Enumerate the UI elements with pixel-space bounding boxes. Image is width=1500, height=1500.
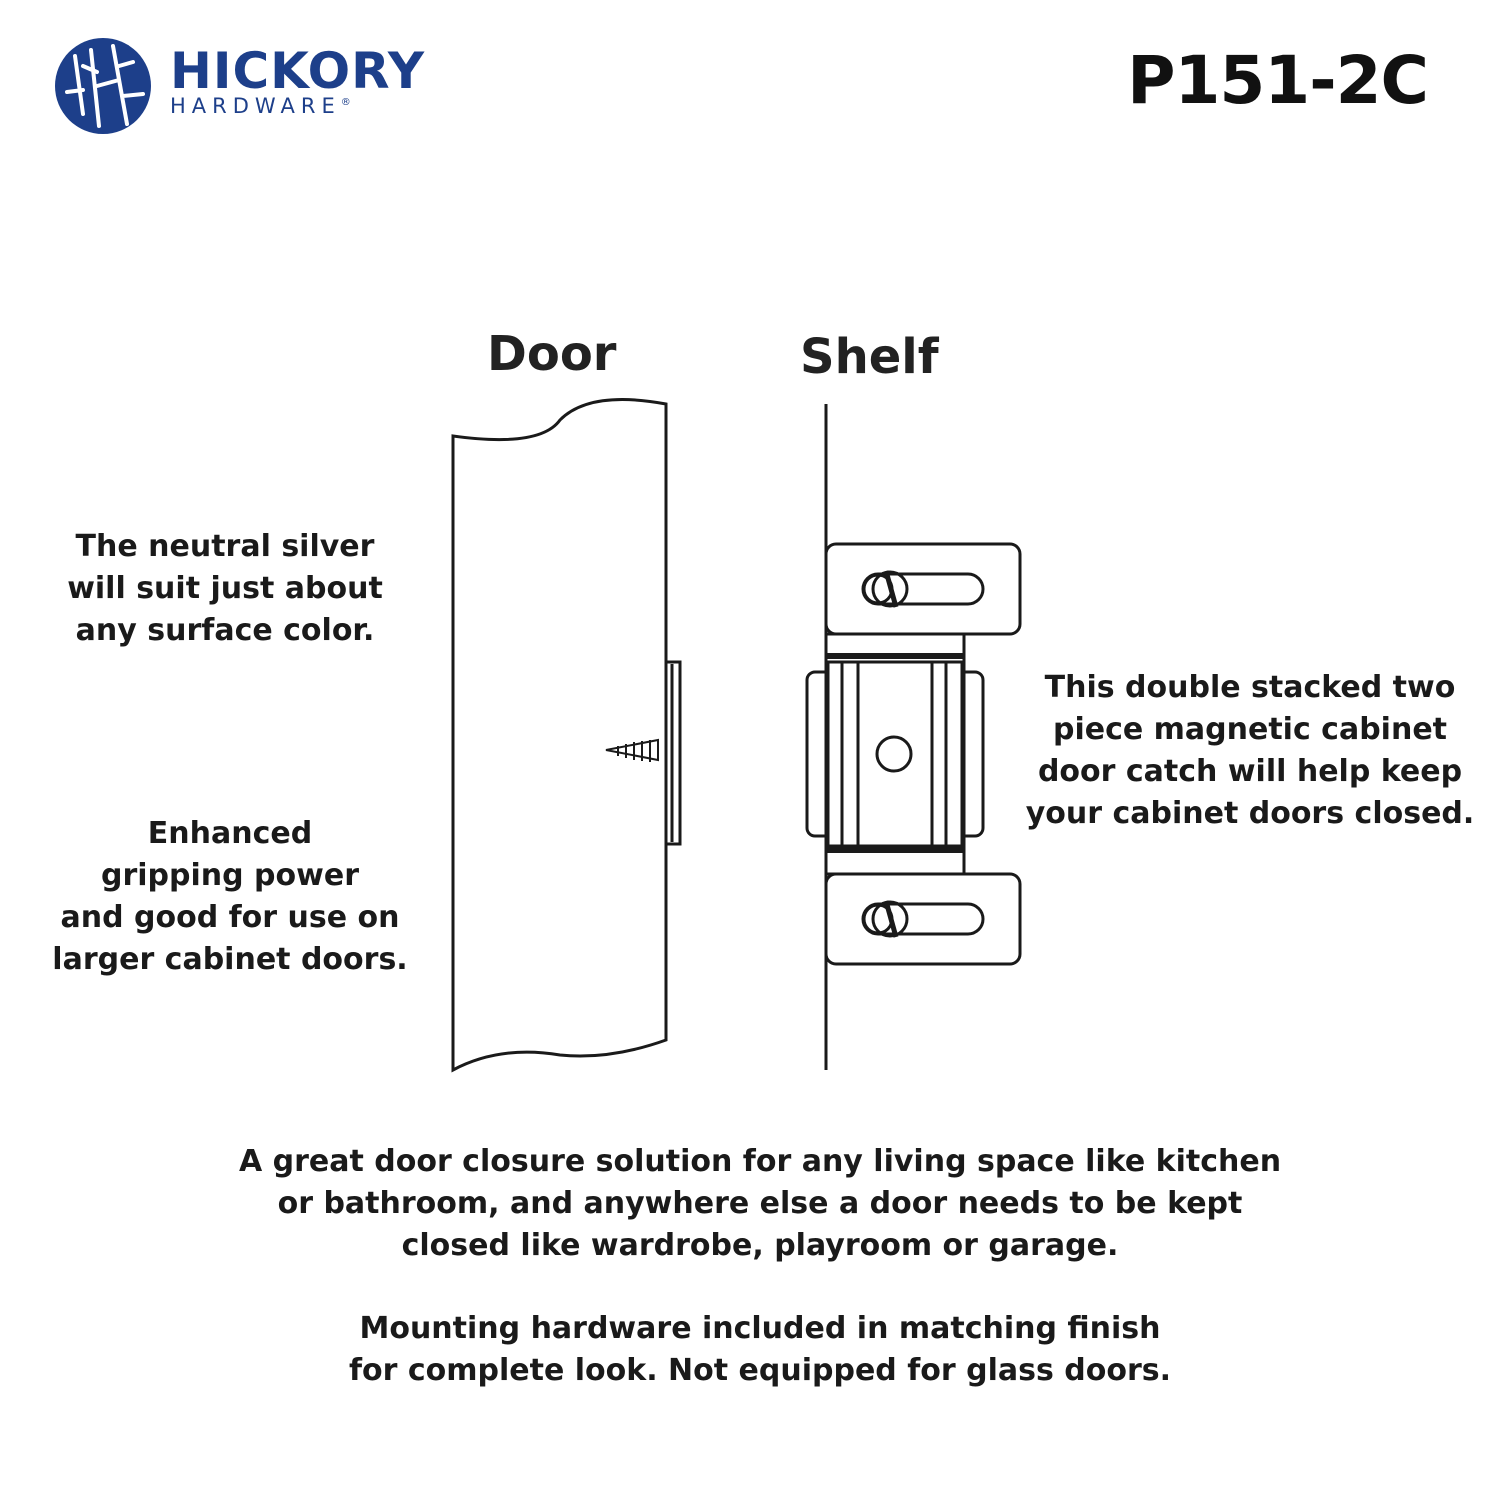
note-double-stacked [1020,667,1480,835]
note-line: any surface color. [75,613,375,648]
note-line: Mounting hardware included in matching finish [359,1311,1161,1346]
note-line: closed like wardrobe, playroom or garage. [401,1228,1119,1263]
note-usage [150,1141,1370,1267]
note-line: door catch will help keep [1037,754,1463,789]
note-line: will suit just about [67,571,383,606]
door-label: Door [487,326,617,382]
note-line: A great door closure solution for any living space like kitchen [238,1144,1282,1179]
note-line: and good for use on [60,900,400,935]
note-gripping-power [30,813,430,981]
registered-mark: ® [340,97,351,108]
note-line: Enhanced [147,816,313,851]
shelf-label: Shelf [800,329,939,385]
note-line: your cabinet doors closed. [1025,796,1475,831]
note-line: for complete look. Not equipped for glass doors. [348,1353,1172,1388]
magnetic-catch [807,544,1020,964]
note-line: gripping power [100,858,359,893]
note-line: This double stacked two [1044,670,1456,705]
note-line: larger cabinet doors. [52,942,408,977]
strike-plate [666,662,680,844]
brand-name: HICKORY [170,42,426,100]
note-mounting [150,1308,1370,1392]
screw-icon [606,740,658,762]
note-line: or bathroom, and anywhere else a door needs to be kept [277,1186,1243,1221]
note-silver-finish [30,526,420,652]
model-number: P151-2C [1127,42,1428,119]
note-line: The neutral silver [75,529,375,564]
brand-subtitle-text: HARDWARE [170,94,341,118]
door-panel [453,400,666,1070]
note-line: piece magnetic cabinet [1052,712,1448,747]
